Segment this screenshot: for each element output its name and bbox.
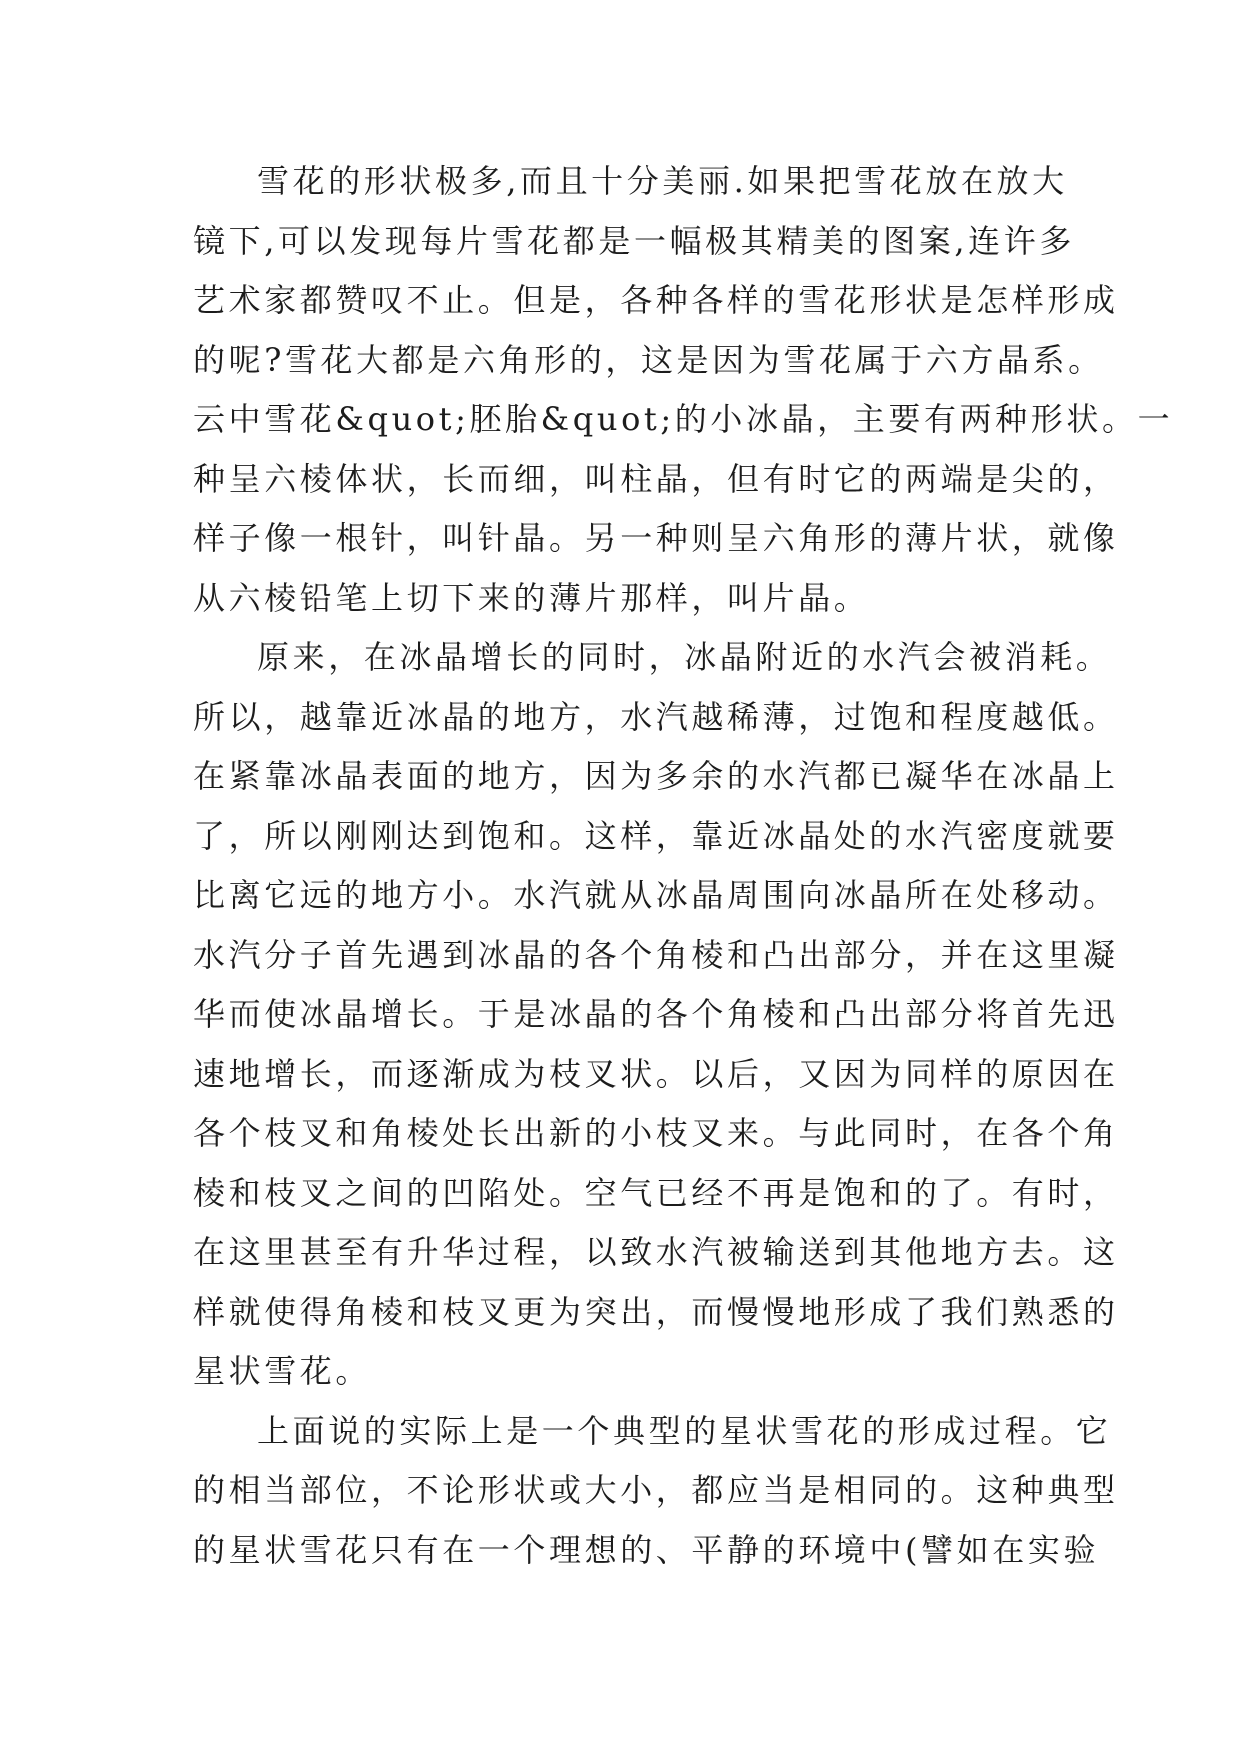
body-text <box>193 152 1174 1580</box>
paragraph-1-line-2: 镜下,可以发现每片雪花都是一幅极其精美的图案,连许多 <box>193 221 1075 260</box>
paragraph-3-line-1: 上面说的实际上是一个典型的星状雪花的形成过程。它 <box>257 1411 1112 1450</box>
paragraph-2-line-4: 了，所以刚刚达到饱和。这样，靠近冰晶处的水汽密度就要 <box>193 816 1119 855</box>
paragraph-1-line-8: 从六棱铅笔上切下来的薄片那样，叫片晶。 <box>193 578 870 617</box>
paragraph-1-line-3: 艺术家都赞叹不止。但是，各种各样的雪花形状是怎样形成 <box>193 281 1119 319</box>
paragraph-1-line-7: 样子像一根针，叫针晶。另一种则呈六角形的薄片状，就像 <box>193 519 1119 557</box>
paragraph-2-line-8: 速地增长，而逐渐成为枝叉状。以后，又因为同样的原因在 <box>193 1054 1119 1093</box>
paragraph-2-line-7: 华而使冰晶增长。于是冰晶的各个角棱和凸出部分将首先迅 <box>193 995 1119 1033</box>
paragraph-3-line-3: 的星状雪花只有在一个理想的、平静的环境中(譬如在实验 <box>193 1530 1100 1569</box>
paragraph-2-line-6: 水汽分子首先遇到冰晶的各个角棱和凸出部分，并在这里凝 <box>193 935 1119 974</box>
paragraph-2-line-3: 在紧靠冰晶表面的地方，因为多余的水汽都已凝华在冰晶上 <box>193 757 1119 795</box>
paragraph-2-line-5: 比离它远的地方小。水汽就从冰晶周围向冰晶所在处移动。 <box>193 876 1119 914</box>
paragraph-2-line-11: 在这里甚至有升华过程，以致水汽被输送到其他地方去。这 <box>193 1233 1119 1271</box>
paragraph-1-line-1: 雪花的形状极多,而且十分美丽.如果把雪花放在放大 <box>257 162 1068 200</box>
paragraph-2-line-1: 原来，在冰晶增长的同时，冰晶附近的水汽会被消耗。 <box>257 638 1112 676</box>
paragraph-2-line-2: 所以，越靠近冰晶的地方，水汽越稀薄，过饱和程度越低。 <box>193 697 1119 736</box>
paragraph-1-line-5: 云中雪花&quot;胚胎&quot;的小冰晶，主要有两种形状。一 <box>193 400 1174 438</box>
paragraph-1-line-6: 种呈六棱体状，长而细，叫柱晶，但有时它的两端是尖的， <box>193 459 1119 498</box>
paragraph-2-line-13: 星状雪花。 <box>193 1352 372 1390</box>
paragraph-2-line-10: 棱和枝叉之间的凹陷处。空气已经不再是饱和的了。有时， <box>193 1173 1119 1212</box>
paragraph-3-line-2: 的相当部位，不论形状或大小，都应当是相同的。这种典型 <box>193 1471 1119 1509</box>
paragraph-2-line-12: 样就使得角棱和枝叉更为突出，而慢慢地形成了我们熟悉的 <box>193 1292 1119 1331</box>
paragraph-2-line-9: 各个枝叉和角棱处长出新的小枝叉来。与此同时，在各个角 <box>193 1114 1119 1152</box>
paragraph-1-line-4: 的呢?雪花大都是六角形的，这是因为雪花属于六方晶系。 <box>193 340 1104 379</box>
